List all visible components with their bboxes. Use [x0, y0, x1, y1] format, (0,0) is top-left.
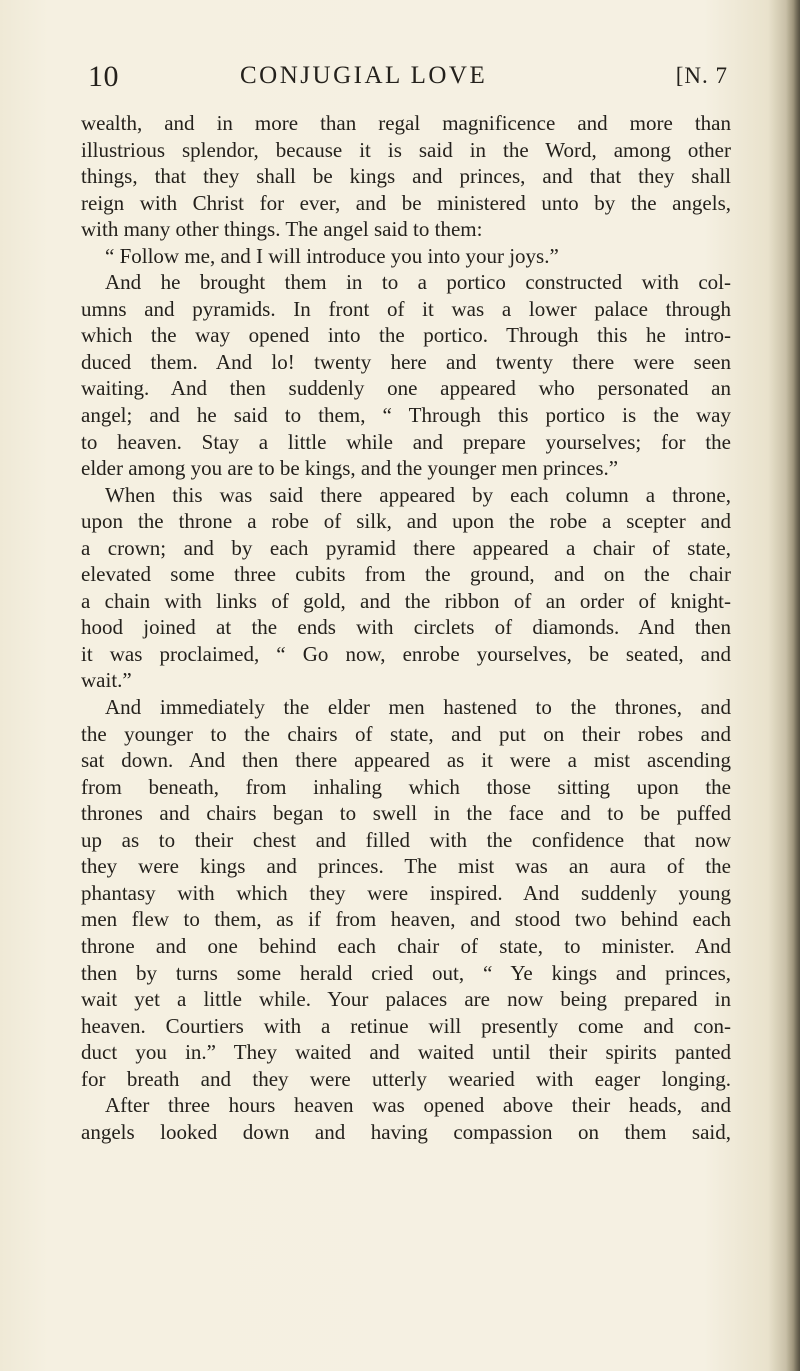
text-line: from beneath, from inhaling which those sitting upon the [81, 774, 731, 799]
text-line: sat down. And then there appeared as it were a mist ascending [81, 748, 731, 773]
text-line: which the way opened into the portico. Through this he intro- [81, 323, 731, 348]
text-line: with many other things. The angel said to them: [81, 217, 483, 242]
text-line: umns and pyramids. In front of it was a lower palace through [81, 296, 731, 321]
page-edge-shadow [786, 0, 800, 1371]
text-line: duct you in.” They waited and waited until their spirits panted [81, 1040, 731, 1065]
running-title: CONJUGIAL LOVE [240, 62, 488, 89]
text-line: And immediately the elder men hastened to the thrones, and [105, 695, 731, 720]
text-line: hood joined at the ends with circlets of diamonds. And then [81, 615, 731, 640]
text-line: men flew to them, as if from heaven, and stood two behind each [81, 907, 731, 932]
text-line: illustrious splendor, because it is said in the Word, among other [81, 137, 731, 162]
text-line: for breath and they were utterly wearied with eager longing. [81, 1066, 731, 1091]
text-line: the younger to the chairs of state, and put on their robes and [81, 721, 731, 746]
text-line: a chain with links of gold, and the ribbon of an order of knight- [81, 588, 731, 613]
text-line: they were kings and princes. The mist was an aura of the [81, 854, 731, 879]
text-line: duced them. And lo! twenty here and twenty there were seen [81, 349, 731, 374]
text-line: to heaven. Stay a little while and prepare yourselves; for the [81, 429, 731, 454]
text-line: a crown; and by each pyramid there appeared a chair of state, [81, 535, 731, 560]
body-text [81, 110, 731, 1145]
text-line: then by turns some herald cried out, “ Ye kings and princes, [81, 960, 731, 985]
text-line: up as to their chest and filled with the confidence that now [81, 827, 731, 852]
text-line: angel; and he said to them, “ Through this portico is the way [81, 403, 731, 428]
text-line: wait yet a little while. Your palaces are now being prepared in [81, 987, 731, 1012]
text-line: waiting. And then suddenly one appeared who personated an [81, 376, 731, 401]
text-line: After three hours heaven was opened above their heads, and [105, 1093, 731, 1118]
text-line: “ Follow me, and I will introduce you into your joys.” [105, 243, 559, 268]
text-line: wait.” [81, 668, 132, 693]
section-number: [N. 7 [675, 63, 728, 88]
text-line: throne and one behind each chair of state, to minister. And [81, 933, 731, 958]
text-line: When this was said there appeared by each column a throne, [105, 482, 731, 507]
text-line: reign with Christ for ever, and be ministered unto by the angels, [81, 190, 731, 215]
text-line: elder among you are to be kings, and the younger men princes.” [81, 456, 619, 481]
page-number: 10 [88, 60, 119, 93]
text-line: elevated some three cubits from the ground, and on the chair [81, 562, 731, 587]
text-line: wealth, and in more than regal magnificence and more than [81, 111, 731, 135]
text-line: things, that they shall be kings and princes, and that they shall [81, 164, 731, 189]
text-line: phantasy with which they were inspired. And suddenly young [81, 880, 731, 905]
text-line: And he brought them in to a portico constructed with col- [105, 270, 731, 295]
text-line: heaven. Courtiers with a retinue will presently come and con- [81, 1013, 731, 1038]
text-line: thrones and chairs began to swell in the face and to be puffed [81, 801, 731, 826]
text-line: angels looked down and having compassion on them said, [81, 1119, 731, 1144]
text-line: upon the throne a robe of silk, and upon the robe a scepter and [81, 509, 731, 534]
text-line: it was proclaimed, “ Go now, enrobe yourselves, be seated, and [81, 641, 731, 666]
page-header [88, 58, 728, 98]
